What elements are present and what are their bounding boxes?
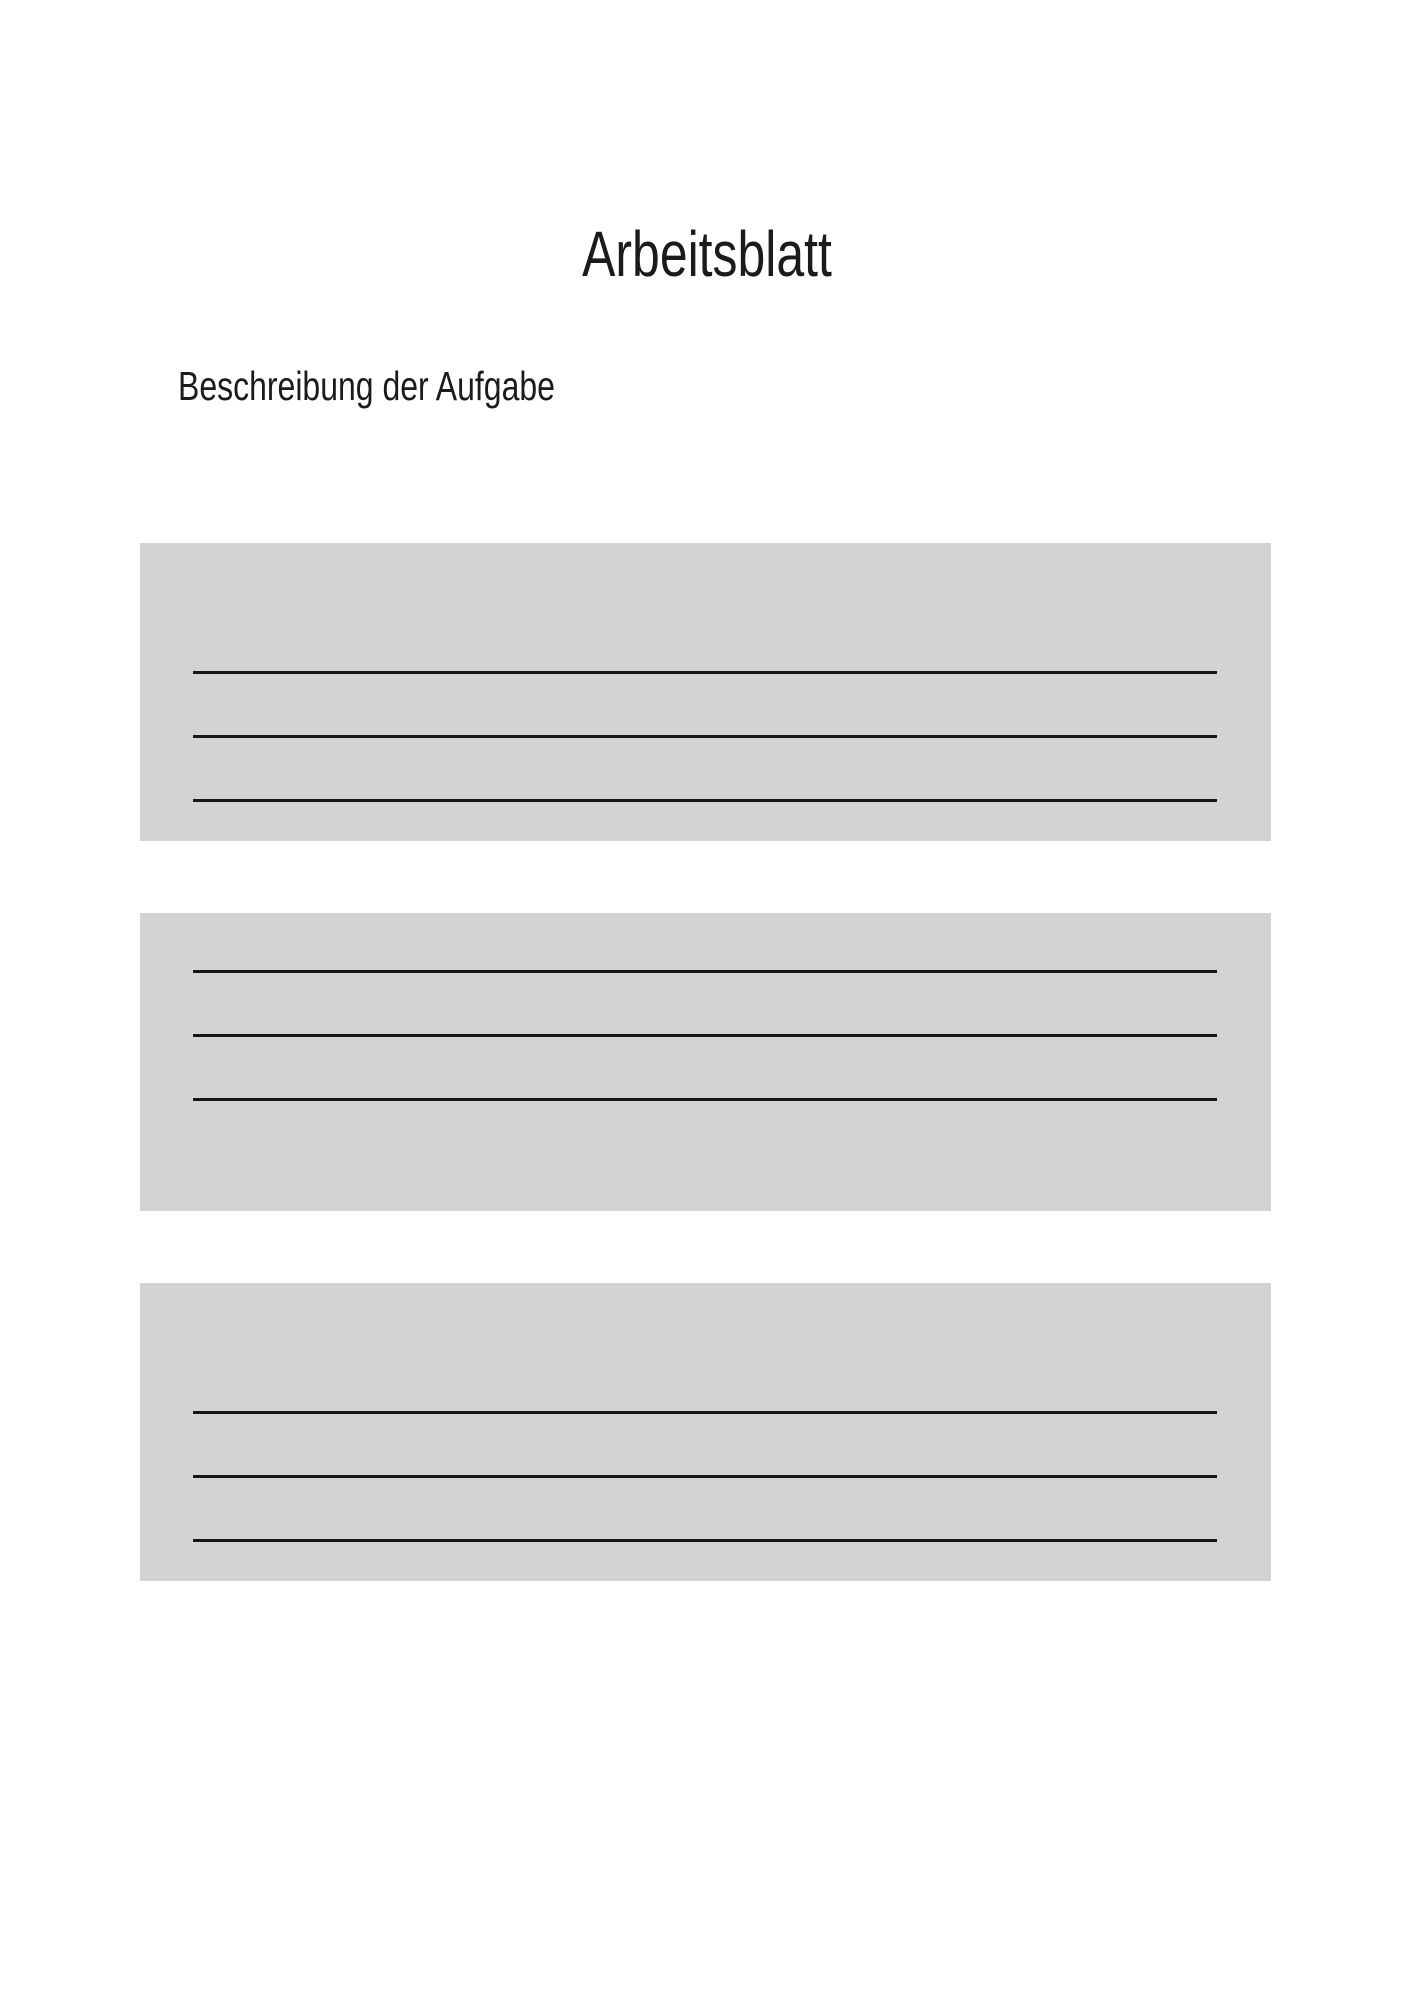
- page-title: Arbeitsblatt: [582, 218, 832, 290]
- answer-box-1: [140, 543, 1271, 841]
- answer-line: [193, 671, 1217, 674]
- answer-line: [193, 1539, 1217, 1542]
- answer-box-3: [140, 1283, 1271, 1581]
- answer-line: [193, 799, 1217, 802]
- task-description: Beschreibung der Aufgabe: [178, 363, 555, 409]
- worksheet-boxes: [140, 543, 1271, 1653]
- answer-line: [193, 1034, 1217, 1037]
- answer-line: [193, 1411, 1217, 1414]
- answer-line: [193, 735, 1217, 738]
- answer-line: [193, 1098, 1217, 1101]
- answer-line: [193, 1475, 1217, 1478]
- answer-line: [193, 970, 1217, 973]
- answer-box-2: [140, 913, 1271, 1211]
